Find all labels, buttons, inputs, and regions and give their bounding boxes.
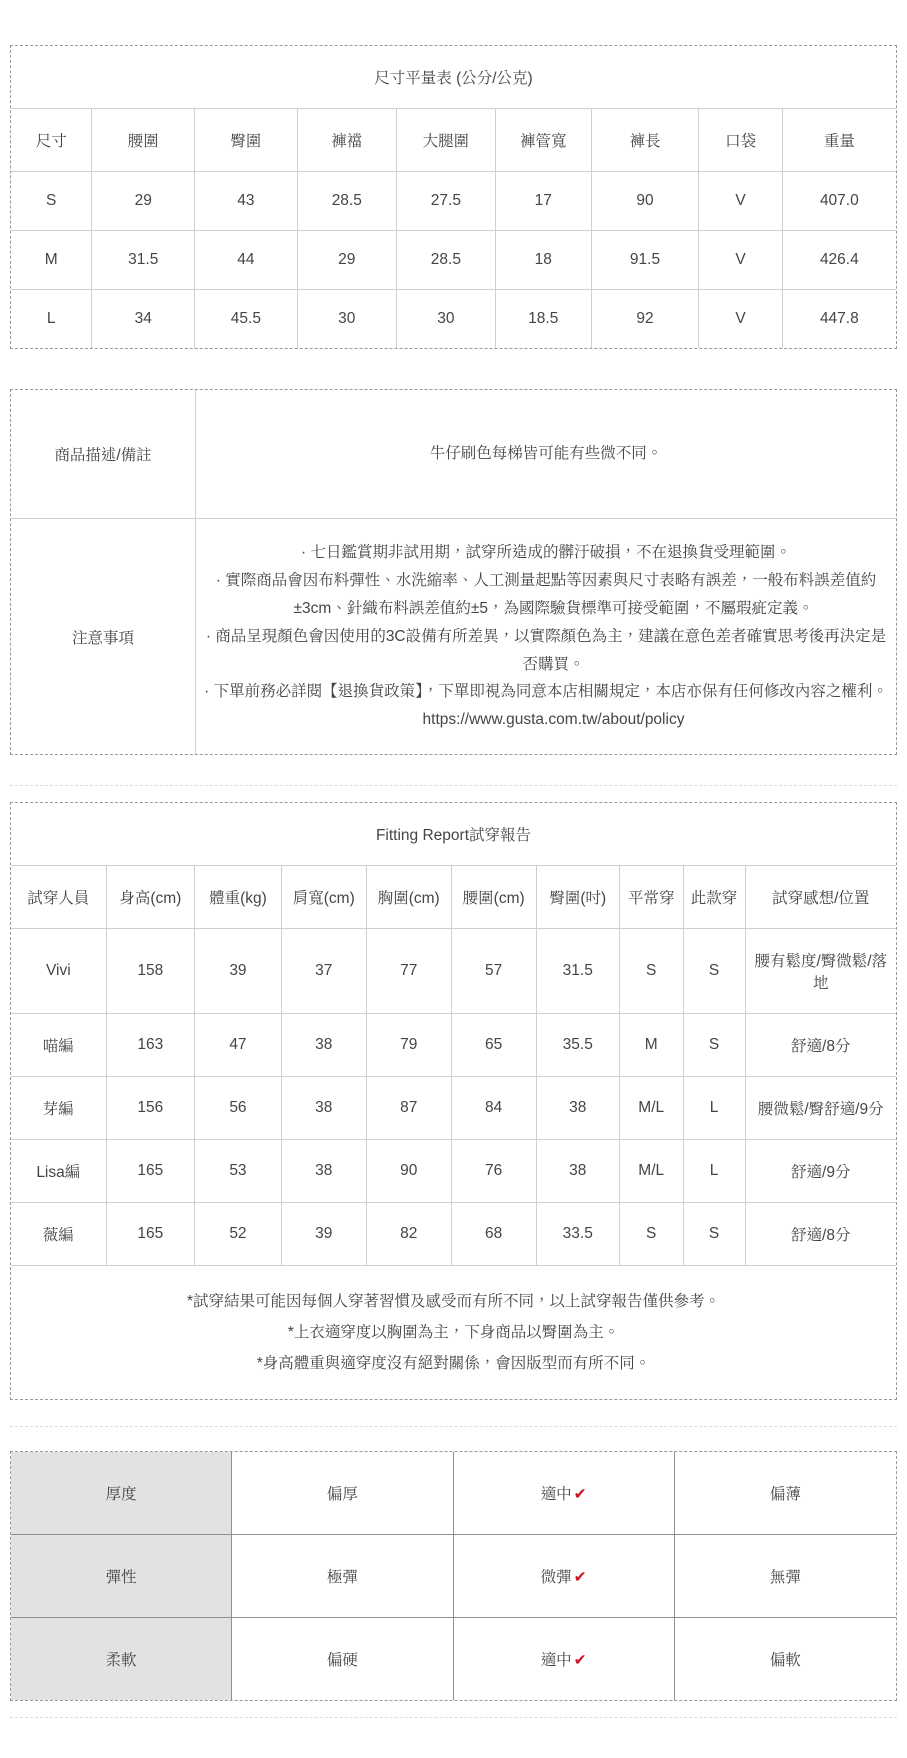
fitting-row-miao (11, 1014, 896, 1077)
size-cell: V (699, 172, 782, 231)
attr-option: 偏厚 (232, 1452, 453, 1535)
size-col-header-thigh: 大腿圍 (397, 109, 496, 172)
attr-option-selected (454, 1618, 675, 1700)
fitting-row-wei (11, 1203, 896, 1266)
fitting-cell: 163 (107, 1014, 196, 1077)
notice-item-text: · 下單前務必詳閱【退換貨政策】，下單即視為同意本店相關規定，本店亦保有任何修改內容之權利。 (204, 683, 888, 701)
fitting-cell: 79 (367, 1014, 452, 1077)
policy-link[interactable]: https://www.gusta.com.tw/about/policy (422, 711, 685, 729)
size-cell: 30 (397, 290, 496, 348)
size-col-header-pocket: 口袋 (699, 109, 782, 172)
fit-col-header-height: 身高(cm) (107, 866, 196, 929)
section-divider (10, 1426, 897, 1427)
attr-label-thickness: 厚度 (11, 1452, 232, 1535)
fitting-cell: M/L (620, 1077, 684, 1140)
attr-row-softness (11, 1618, 896, 1700)
notice-item: · 實際商品會因布料彈性、水洗縮率、人工測量起點等因素與尺寸表略有誤差，一般布料誤差值約±3cm、針織布料誤差值約±5，為國際驗貨標準可接受範圍，不屬瑕疵定義。 (215, 571, 877, 617)
fitting-cell: 33.5 (537, 1203, 620, 1266)
fitting-note: *上衣適穿度以胸圍為主，下身商品以臀圍為主。 (287, 1324, 620, 1342)
size-cell: 45.5 (195, 290, 298, 348)
attr-option: 偏薄 (675, 1452, 896, 1535)
fitting-cell: 87 (367, 1077, 452, 1140)
size-table-container (10, 45, 897, 349)
fitting-cell: S (620, 1203, 684, 1266)
fit-col-header-waist: 腰圍(cm) (452, 866, 537, 929)
fitting-cell: 53 (195, 1140, 282, 1203)
size-cell: 29 (92, 172, 195, 231)
size-col-header-length: 褲長 (592, 109, 700, 172)
fit-col-header-chest: 胸圍(cm) (367, 866, 452, 929)
size-cell: 31.5 (92, 231, 195, 290)
attr-option-selected (454, 1452, 675, 1535)
size-cell: 91.5 (592, 231, 700, 290)
size-cell: 34 (92, 290, 195, 348)
size-cell: V (699, 231, 782, 290)
fitting-cell: 薇編 (11, 1203, 107, 1266)
size-cell: 90 (592, 172, 700, 231)
section-divider (10, 1717, 897, 1718)
attr-option-label: 適中 (540, 1486, 572, 1504)
fitting-cell: 57 (452, 929, 537, 1014)
fitting-cell: 165 (107, 1140, 196, 1203)
fitting-cell: 38 (537, 1140, 620, 1203)
notice-label: 注意事項 (11, 519, 196, 754)
size-cell: 407.0 (783, 172, 896, 231)
attributes-table (11, 1452, 896, 1700)
fitting-cell: 165 (107, 1203, 196, 1266)
size-cell: 44 (195, 231, 298, 290)
fitting-cell: 38 (282, 1140, 367, 1203)
check-icon: ✔ (573, 1569, 587, 1587)
attr-option: 偏軟 (769, 1652, 801, 1670)
size-col-header-rise: 褲襠 (298, 109, 397, 172)
fitting-cell: 舒適/8分 (746, 1014, 897, 1077)
fitting-cell: S (684, 1014, 746, 1077)
fitting-notes (11, 1266, 896, 1399)
attr-option-label: 微彈 (540, 1569, 572, 1587)
section-divider (10, 785, 897, 786)
fitting-notes-row (11, 1266, 896, 1399)
fitting-cell: S (620, 929, 684, 1014)
fitting-cell: 84 (452, 1077, 537, 1140)
check-icon: ✔ (573, 1486, 587, 1504)
fit-col-header-tester: 試穿人員 (11, 866, 107, 929)
fitting-cell: S (684, 1203, 746, 1266)
size-cell: 92 (592, 290, 700, 348)
size-col-header-hip: 臀圍 (195, 109, 298, 172)
description-row (11, 390, 896, 519)
size-cell: 30 (298, 290, 397, 348)
size-cell: S (11, 172, 92, 231)
fitting-report-title-row (11, 803, 896, 866)
fitting-cell: 38 (282, 1014, 367, 1077)
fitting-cell: 喵編 (11, 1014, 107, 1077)
fitting-cell: 47 (195, 1014, 282, 1077)
fitting-cell: 77 (367, 929, 452, 1014)
description-table (11, 390, 896, 754)
fitting-report-header-row (11, 866, 896, 929)
size-col-header-weight: 重量 (783, 109, 896, 172)
size-table-header-row (11, 109, 896, 172)
size-col-header-size: 尺寸 (11, 109, 92, 172)
attr-row-stretch (11, 1535, 896, 1618)
notice-item (200, 678, 892, 734)
size-row-m (11, 231, 896, 290)
fitting-cell: 35.5 (537, 1014, 620, 1077)
size-row-s (11, 172, 896, 231)
size-row-l (11, 290, 896, 348)
attr-option: 無彈 (675, 1535, 896, 1618)
size-table-title: 尺寸平量表 (公分/公克) (11, 46, 896, 109)
fitting-cell: 39 (195, 929, 282, 1014)
fitting-cell: 156 (107, 1077, 196, 1140)
fitting-row-lisa (11, 1140, 896, 1203)
size-cell: M (11, 231, 92, 290)
attr-option-selected (454, 1535, 675, 1618)
size-cell: L (11, 290, 92, 348)
fitting-row-vivi (11, 929, 896, 1014)
size-cell: 29 (298, 231, 397, 290)
fitting-cell: 65 (452, 1014, 537, 1077)
size-col-header-waist: 腰圍 (92, 109, 195, 172)
size-cell: 28.5 (397, 231, 496, 290)
size-table-title-row (11, 46, 896, 109)
size-cell: 18 (496, 231, 592, 290)
size-cell: 447.8 (819, 310, 859, 327)
size-cell: 426.4 (783, 231, 896, 290)
attributes-table-container (10, 1451, 897, 1701)
fitting-cell: 82 (367, 1203, 452, 1266)
fitting-cell: 158 (107, 929, 196, 1014)
fitting-cell: 68 (452, 1203, 537, 1266)
fitting-cell: Vivi (11, 929, 107, 1014)
fit-col-header-this-size: 此款穿 (684, 866, 746, 929)
size-cell: 17 (496, 172, 592, 231)
notice-item: · 七日鑑賞期非試用期，試穿所造成的髒汙破損，不在退換貨受理範圍。 (301, 544, 791, 561)
size-col-header-leg-opening: 褲管寬 (496, 109, 592, 172)
notice-item: · 商品呈現顏色會因使用的3C設備有所差異，以實際顏色為主，建議在意色差者確實思考後再決定是否購買。 (205, 627, 887, 673)
fitting-note: *身高體重與適穿度沒有絕對關係，會因版型而有所不同。 (256, 1355, 651, 1373)
fitting-cell: M (620, 1014, 684, 1077)
size-cell: V (699, 290, 782, 348)
description-label: 商品描述/備註 (11, 390, 196, 519)
fitting-cell: 腰微鬆/臀舒適/9分 (746, 1077, 897, 1140)
fitting-cell: M/L (620, 1140, 684, 1203)
fit-col-header-weight: 體重(kg) (195, 866, 282, 929)
fit-col-header-usual-size: 平常穿 (620, 866, 684, 929)
fitting-cell: L (684, 1077, 746, 1140)
fit-col-header-hip: 臀圍(吋) (537, 866, 620, 929)
attr-label-stretch: 彈性 (11, 1535, 232, 1618)
size-cell: 18.5 (496, 290, 592, 348)
notice-content (196, 519, 896, 754)
check-icon: ✔ (573, 1652, 587, 1670)
notice-row (11, 519, 896, 754)
fit-col-header-feedback: 試穿感想/位置 (746, 866, 897, 929)
fitting-note: *試穿結果可能因每個人穿著習慣及感受而有所不同，以上試穿報告僅供參考。 (186, 1293, 721, 1311)
size-table (11, 46, 896, 348)
size-cell: 43 (195, 172, 298, 231)
fitting-report-container (10, 802, 897, 1400)
fitting-cell: 39 (282, 1203, 367, 1266)
attr-option-label: 適中 (540, 1652, 572, 1670)
fitting-cell: Lisa編 (11, 1140, 107, 1203)
fitting-cell: 56 (195, 1077, 282, 1140)
fitting-report-title: Fitting Report試穿報告 (11, 803, 896, 866)
fitting-cell: 舒適/9分 (746, 1140, 897, 1203)
fitting-cell: 38 (537, 1077, 620, 1140)
attr-label-softness: 柔軟 (11, 1618, 232, 1700)
fitting-cell: 90 (367, 1140, 452, 1203)
fitting-cell: 31.5 (537, 929, 620, 1014)
fitting-cell: 52 (195, 1203, 282, 1266)
fitting-cell: 腰有鬆度/臀微鬆/落地 (746, 929, 897, 1014)
attr-row-thickness (11, 1452, 896, 1535)
fitting-cell: 76 (452, 1140, 537, 1203)
fitting-row-ya (11, 1077, 896, 1140)
fitting-cell: L (684, 1140, 746, 1203)
fitting-cell: 舒適/8分 (746, 1203, 897, 1266)
attr-option: 偏硬 (232, 1618, 453, 1700)
description-table-container (10, 389, 897, 755)
fitting-cell: 37 (282, 929, 367, 1014)
size-cell: 28.5 (298, 172, 397, 231)
fitting-cell: 38 (282, 1077, 367, 1140)
size-cell: 27.5 (397, 172, 496, 231)
fitting-report-table (11, 803, 896, 1399)
fit-col-header-shoulder: 肩寬(cm) (282, 866, 367, 929)
description-text: 牛仔刷色每梯皆可能有些微不同。 (196, 390, 896, 519)
fitting-cell: 芽編 (11, 1077, 107, 1140)
attr-option: 極彈 (232, 1535, 453, 1618)
fitting-cell: S (684, 929, 746, 1014)
